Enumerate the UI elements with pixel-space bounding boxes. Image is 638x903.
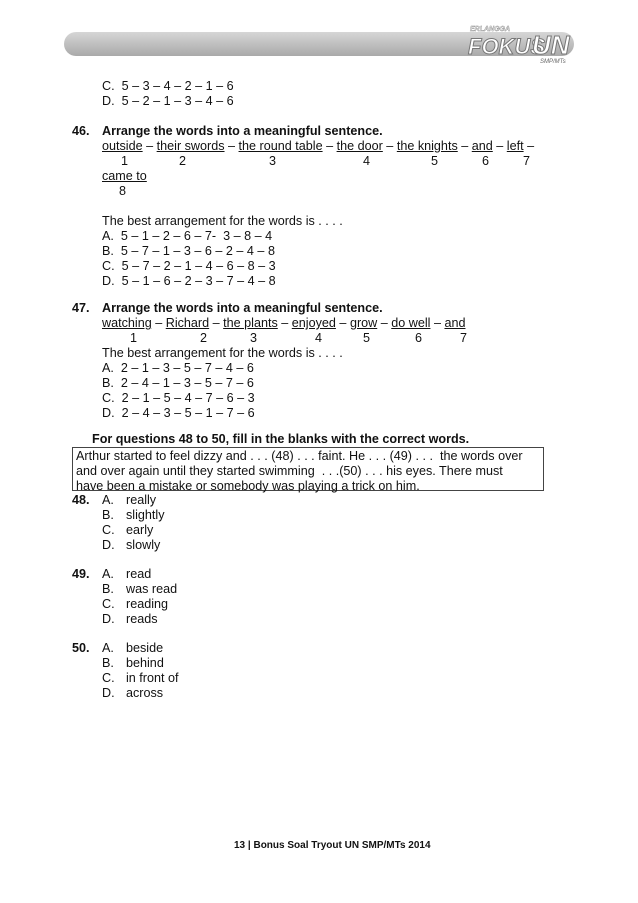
q48-option: slightly — [126, 508, 165, 522]
q50-letter: A. — [102, 641, 114, 655]
q46-num: 6 — [482, 154, 490, 168]
passage-line: have been a mistake or somebody was playing a trick on him. — [76, 479, 420, 493]
q47-number: 47. — [72, 301, 90, 315]
q47-option-a: A. 2 – 1 – 3 – 5 – 7 – 4 – 6 — [102, 361, 254, 375]
q46-num: 2 — [179, 154, 187, 168]
logo-main-text: FOKUS — [468, 34, 545, 59]
q47-num: 3 — [250, 331, 258, 345]
q46-option-a: A. 5 – 1 – 2 – 6 – 7- 3 – 8 – 4 — [102, 229, 273, 243]
q49-option: read — [126, 567, 152, 581]
q46-question: The best arrangement for the words is . . . . — [102, 214, 343, 228]
passage-line: Arthur started to feel dizzy and . . . (48) . . . faint. He . . . (49) . . . the words over — [76, 449, 523, 463]
q50-option: behind — [126, 656, 164, 670]
q46-num: 5 — [431, 154, 439, 168]
q46-word: the knights — [396, 139, 458, 153]
q47-word: and — [444, 316, 466, 330]
q48-letter: A. — [102, 493, 114, 507]
q49-letter: C. — [102, 597, 115, 611]
instruction: For questions 48 to 50, fill in the blanks with the correct words. — [92, 432, 470, 446]
q46-num: 1 — [121, 154, 129, 168]
q48-letter: D. — [102, 538, 115, 552]
logo-small-text: ERLANGGA — [470, 26, 511, 33]
q47-question: The best arrangement for the words is . . . . — [102, 346, 343, 360]
q50-letter: B. — [102, 656, 114, 670]
q48-number: 48. — [72, 493, 90, 507]
logo-tag-text: SMP/MTs — [540, 59, 566, 65]
reading-passage — [72, 447, 544, 491]
q47-word: enjoyed — [291, 316, 336, 330]
q50-number: 50. — [72, 641, 90, 655]
q49-option: was read — [126, 582, 178, 596]
q48-option: really — [126, 493, 157, 507]
q46-word-line: outside – their swords – the round table – the door – the knights – and – left – — [102, 139, 535, 153]
q46-number: 46. — [72, 124, 90, 138]
q46-option-b: B. 5 – 7 – 1 – 3 – 6 – 2 – 4 – 8 — [102, 244, 275, 258]
q48-letter: C. — [102, 523, 115, 537]
q48-option: early — [126, 523, 154, 537]
q49-option: reads — [126, 612, 158, 626]
prev-option-d: D. 5 – 2 – 1 – 3 – 4 – 6 — [102, 94, 234, 108]
q46-word: outside — [102, 139, 143, 153]
q47-option-b: B. 2 – 4 – 1 – 3 – 5 – 7 – 6 — [102, 376, 254, 390]
q46-num: 4 — [363, 154, 371, 168]
q50-option: in front of — [126, 671, 179, 685]
q46-word: and — [471, 139, 493, 153]
q47-word-line: watching – Richard – the plants – enjoyed – grow – do well – and — [102, 316, 466, 330]
q46-prompt: Arrange the words into a meaningful sentence. — [102, 124, 383, 138]
q47-word: do well — [391, 316, 431, 330]
q47-num: 1 — [130, 331, 138, 345]
q49-option: reading — [126, 597, 169, 611]
q47-word: the plants — [223, 316, 278, 330]
q49-number: 49. — [72, 567, 90, 581]
q47-word: watching — [102, 316, 152, 330]
q49-letter: D. — [102, 612, 115, 626]
prev-option-c: C. 5 – 3 – 4 – 2 – 1 – 6 — [102, 79, 234, 93]
q46-word: the round table — [238, 139, 323, 153]
q47-word: grow — [349, 316, 378, 330]
q46-num: 7 — [523, 154, 531, 168]
q47-prompt: Arrange the words into a meaningful sentence. — [102, 301, 383, 315]
erlangga-fokus-un-logo — [462, 16, 582, 68]
q46-word: came to — [102, 169, 147, 183]
q46-option-d: D. 5 – 1 – 6 – 2 – 3 – 7 – 4 – 8 — [102, 274, 276, 288]
q48-option: slowly — [126, 538, 161, 552]
q49-letter: A. — [102, 567, 114, 581]
q47-word: Richard — [165, 316, 210, 330]
q47-num: 7 — [460, 331, 468, 345]
q47-num: 2 — [200, 331, 208, 345]
q46-num: 8 — [119, 184, 127, 198]
q48-letter: B. — [102, 508, 114, 522]
page-footer: 13 | Bonus Soal Tryout UN SMP/MTs 2014 — [234, 840, 431, 851]
q46-word: the door — [336, 139, 383, 153]
q50-option: across — [126, 686, 164, 700]
q47-option-c: C. 2 – 1 – 5 – 4 – 7 – 6 – 3 — [102, 391, 255, 405]
q50-letter: C. — [102, 671, 115, 685]
q47-option-d: D. 2 – 4 – 3 – 5 – 1 – 7 – 6 — [102, 406, 255, 420]
q50-letter: D. — [102, 686, 115, 700]
q47-num: 5 — [363, 331, 371, 345]
q47-num: 6 — [415, 331, 423, 345]
q47-num: 4 — [315, 331, 323, 345]
q46-word: left — [506, 139, 524, 153]
q49-letter: B. — [102, 582, 114, 596]
q46-num: 3 — [269, 154, 277, 168]
logo-un-text: UN — [532, 30, 570, 60]
q50-option: beside — [126, 641, 164, 655]
passage-line: and over again until they started swimming . . .(50) . . . his eyes. There must — [76, 464, 503, 478]
q46-word: their swords — [156, 139, 225, 153]
q46-option-c: C. 5 – 7 – 2 – 1 – 4 – 6 – 8 – 3 — [102, 259, 276, 273]
